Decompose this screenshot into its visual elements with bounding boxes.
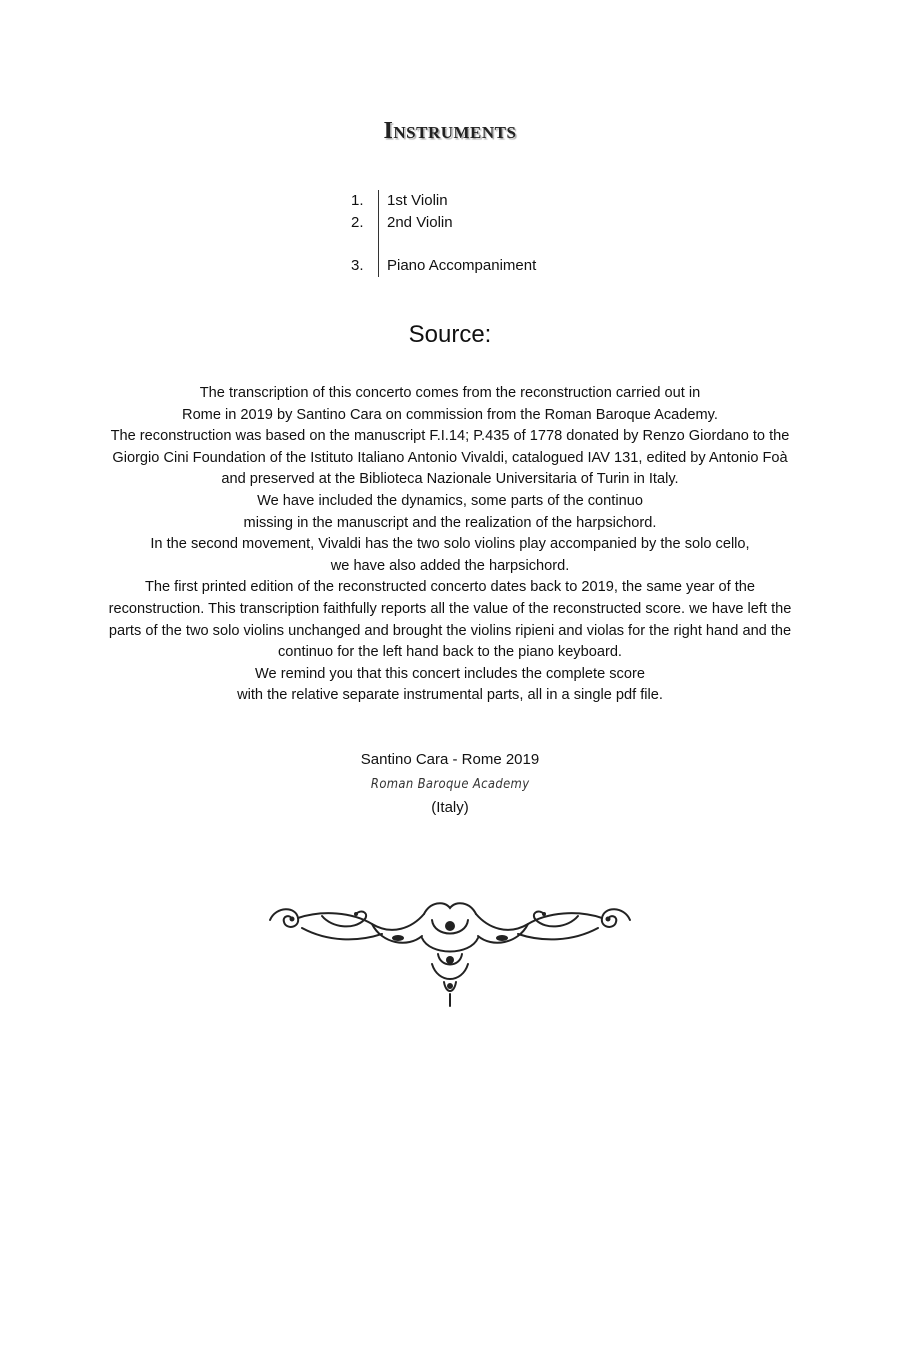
text-line: reconstruction. This transcription faithfully reports all the value of the reconstructed score. we have left the bbox=[108, 600, 792, 617]
text-line: missing in the manuscript and the realization of the harpsichord. bbox=[243, 514, 657, 531]
page-title: Instruments bbox=[383, 118, 517, 144]
instrument-list bbox=[351, 190, 536, 277]
instrument-number: 1. bbox=[351, 192, 364, 209]
ornament-flourish-icon bbox=[262, 898, 638, 1012]
text-line: We remind you that this concert includes the complete score bbox=[255, 665, 645, 682]
text-line: continuo for the left hand back to the piano keyboard. bbox=[277, 644, 622, 661]
signature-country: (Italy) bbox=[431, 799, 469, 816]
instrument-name: 2nd Violin bbox=[378, 212, 453, 234]
instrument-number: 2. bbox=[351, 214, 364, 231]
text-line: We have included the dynamics, some parts of the continuo bbox=[257, 492, 643, 509]
text-line: The reconstruction was based on the manuscript F.I.14; P.435 of 1778 donated by Renzo Giordano to the bbox=[110, 428, 790, 445]
instrument-item bbox=[351, 212, 536, 234]
text-line: The first printed edition of the reconstructed concerto dates back to 2019, the same year of the bbox=[144, 579, 756, 596]
text-line: parts of the two solo violins unchanged and brought the violins ripieni and violas for the right hand and the bbox=[108, 622, 792, 639]
source-heading: Source: bbox=[408, 321, 492, 348]
instrument-name: Piano Accompaniment bbox=[378, 255, 536, 277]
text-line: In the second movement, Vivaldi has the two solo violins play accompanied by the solo cello, bbox=[150, 536, 750, 553]
signature-academy: Roman Baroque Academy bbox=[370, 776, 530, 792]
instrument-item bbox=[351, 255, 536, 277]
text-line: and preserved at the Biblioteca Nazionale Universitaria of Turin in Italy. bbox=[221, 471, 679, 488]
instrument-name: 1st Violin bbox=[378, 190, 448, 212]
text-line: Rome in 2019 by Santino Cara on commission from the Roman Baroque Academy. bbox=[182, 406, 718, 423]
text-line: with the relative separate instrumental parts, all in a single pdf file. bbox=[237, 687, 663, 704]
instrument-spacer bbox=[351, 234, 536, 255]
instrument-number: 3. bbox=[351, 257, 364, 274]
signature-block bbox=[0, 748, 900, 820]
text-line: Giorgio Cini Foundation of the Istituto Italiano Antonio Vivaldi, catalogued IAV 131, edited by Antonio Foà bbox=[112, 449, 788, 466]
source-description bbox=[60, 383, 840, 707]
signature-author: Santino Cara - Rome 2019 bbox=[360, 751, 540, 768]
text-line: The transcription of this concerto comes from the reconstruction carried out in bbox=[199, 385, 701, 401]
instrument-item bbox=[351, 190, 536, 212]
text-line: we have also added the harpsichord. bbox=[330, 557, 570, 574]
